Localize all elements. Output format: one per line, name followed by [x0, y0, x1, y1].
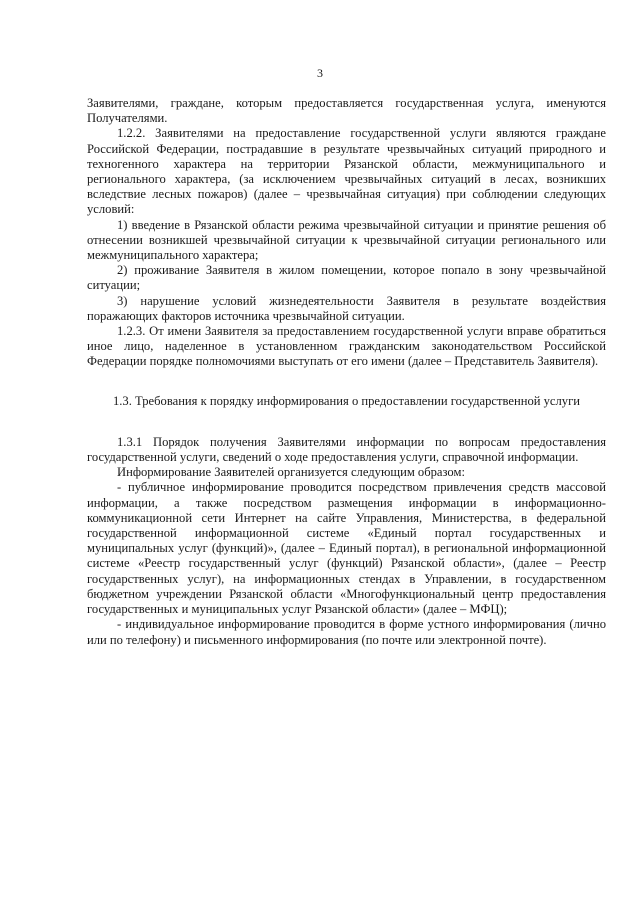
condition-item-3: 3) нарушение условий жизнедеятельности Заявителя в результате воздействия поражающих факторов источника чрезвычайной ситуации. — [87, 293, 606, 323]
bullet-individual-informing: - индивидуальное информирование проводится в форме устного информирования (лично или по телефону) и письменного информирования (по почте или электронной почте). — [87, 617, 606, 647]
bullet-public-informing: - публичное информирование проводится посредством привлечения средств массовой информации, а также посредством размещения информации в информационно-коммуникационной сети Интернет на сайте Управления, Министерства, в федеральной государственной информационной системе «Единый портал государственных и муниципальных услуг (функций)», (далее – Единый портал), в региональной информационной системе «Реестр государственный услуг (функций) Рязанской области», (далее – Реестр государственных услуг), на информационных стендах в Управлении, в государственном бюджетном учреждении Рязанской области «Многофункциональный центр предоставления государственных и муниципальных услуг Рязанской области» (далее – МФЦ); — [87, 480, 606, 617]
paragraph-1-2-2: 1.2.2. Заявителями на предоставление государственной услуги являются граждане Российской Федерации, пострадавшие в результате чрезвычайных ситуаций природного и техногенного характера на территории Рязанской области, межмуниципального и регионального характера, (за исключением чрезвычайных ситуаций в лесах, возникших вследствие лесных пожаров) (далее – чрезвычайная ситуация) при соблюдении следующих условий: — [87, 126, 606, 217]
section-heading-1-3: 1.3. Требования к порядку информирования о предоставлении государственной услуги — [112, 393, 580, 408]
paragraph-informing-intro: Информирование Заявителей организуется следующим образом: — [117, 465, 465, 480]
paragraph-1-2-3: 1.2.3. От имени Заявителя за предоставлением государственной услуги вправе обратиться иное лицо, наделенное в установленном гражданским законодательством Российской Федерации порядке полномочиями выступать от его имени (далее – Представитель Заявителя). — [87, 324, 606, 369]
paragraph-1-3-1: 1.3.1 Порядок получения Заявителями информации по вопросам предоставления государственной услуги, сведений о ходе предоставления услуги, справочной информации. — [87, 434, 606, 465]
page-number: 3 — [317, 66, 323, 80]
paragraph-applicants-recipients: Заявителями, граждане, которым предоставляется государственная услуга, именуются Получателями. — [87, 96, 606, 126]
document-body — [87, 96, 606, 648]
condition-item-1: 1) введение в Рязанской области режима чрезвычайной ситуации и принятие решения об отнесении возникшей чрезвычайной ситуации к чрезвычайной ситуации регионального или межмуниципального характера; — [87, 217, 606, 263]
condition-item-2: 2) проживание Заявителя в жилом помещении, которое попало в зону чрезвычайной ситуации; — [87, 263, 606, 293]
